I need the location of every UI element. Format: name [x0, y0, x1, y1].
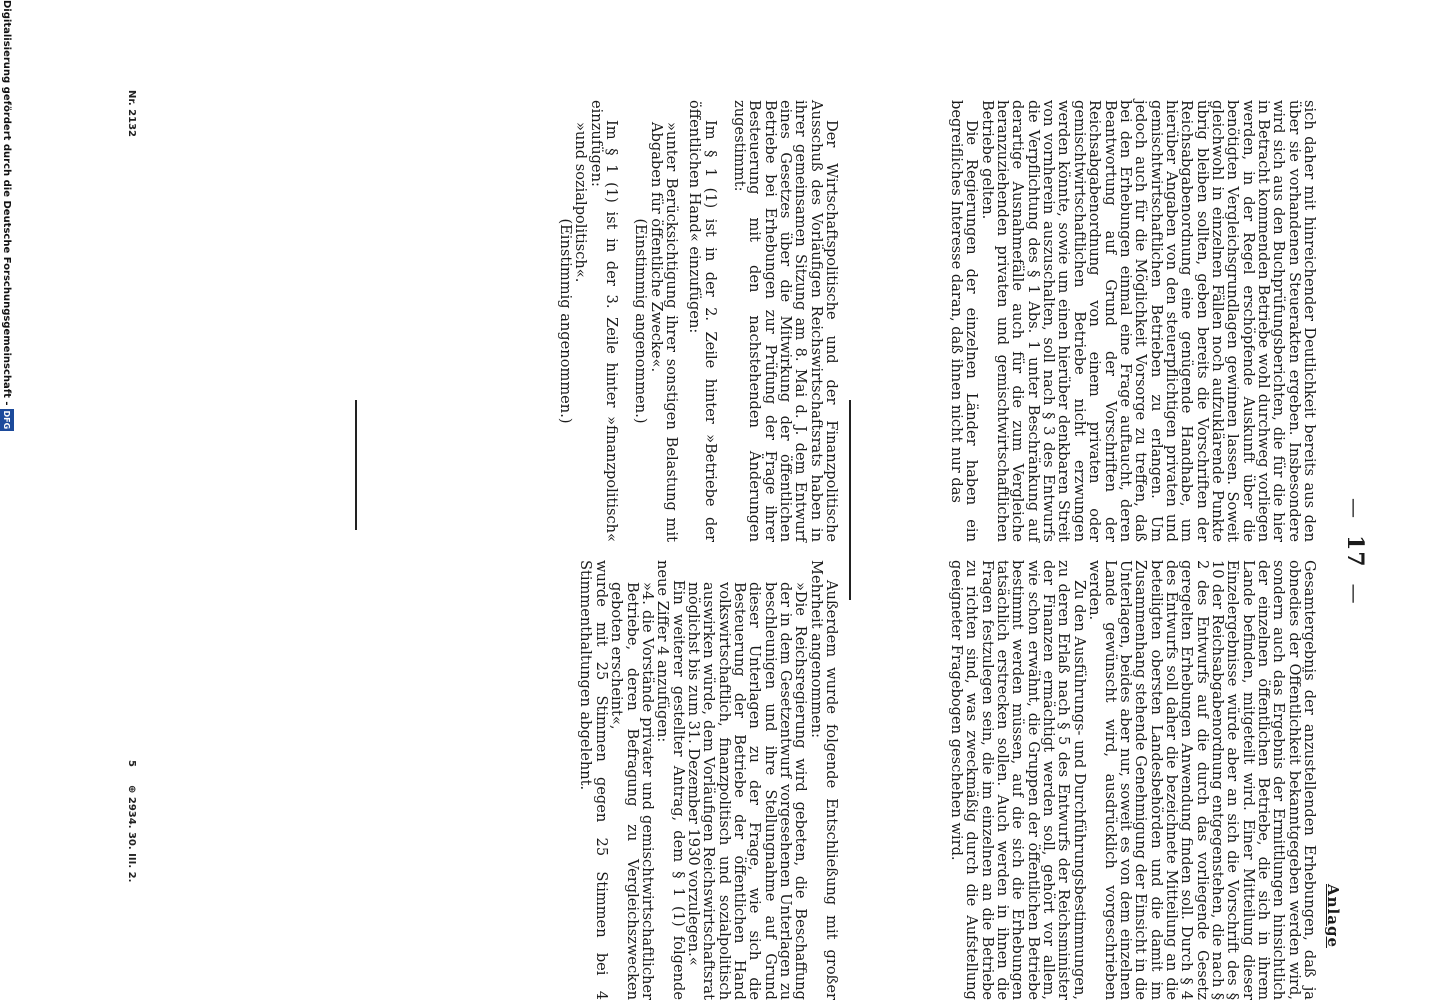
quoted-insertion: »4. die Vorstände privater und gemischtwirtschaftlicher Betriebe, deren Befragung zu Vergleichszwecken geboten erscheint«, — [608, 582, 656, 1000]
paragraph: wurde mit 25 Stimmen gegen 25 Stimmen bei 4 Stimmenthaltungen abgelehnt. — [577, 560, 610, 1000]
lower-right-column — [578, 560, 839, 1000]
paragraph: Die Regierungen der einzelnen Länder haben ein begreifliches Interesse daran, daß ihnen nicht nur das — [948, 100, 981, 542]
paragraph: Im § 1 (1) ist in der 2. Zeile hinter »Betriebe der öffentlichen Hand« einzufügen: — [686, 100, 719, 542]
sheet-number: 5 — [126, 760, 137, 767]
paragraph: Im § 1 (1) ist in der 3. Zeile hinter »finanzpolitisch« einzufügen: — [587, 100, 620, 542]
lower-left-column — [558, 100, 840, 542]
page-number: —17— — [1342, 498, 1368, 605]
anlage-heading: Anlage — [1324, 884, 1342, 948]
section-divider — [849, 400, 851, 600]
page-header — [1324, 0, 1368, 1000]
paragraph: Zu den Ausführungs- und Durchführungsbestimmungen, zu deren Erlaß nach § 5 des Entwurfs der Reichsminister der Finanzen ermächtigt werden soll, gehört vor allem, wie schon erwähnt, die Gruppen der öffentlichen Betriebe bestimmt werden müssen, auf die sich die Erhebungen tatsächlich erstrecken sollen. Auch werden in ihnen die Fragen festzulegen sein, die im einzelnen an die Betriebe zu richten sind, was zweckmäßig durch die Aufstellung geeigneter Fragebogen geschehen wird. — [948, 560, 1088, 1000]
paragraph: sich daher mit hinreichender Deutlichkeit bereits aus den über sie vorhandenen Steuerakten ergeben. Insbesondere wird sich aus den Buchprüfungsberichten, die für die hier in Betracht kommenden Betriebe wohl durchweg vorliegen werden, in der Regel erschöpfende Auskunft über die benötigten Vergleichsgrundlagen gewinnen lassen. Soweit gleichwohl in einzelnen Fällen noch aufzuklärende Punkte übrig bleiben sollten, geben bereits die Vorschriften der Reichsabgabenordnung eine genügende Handhabe, um hierüber Angaben von den steuerpflichtigen privaten und gemischtwirtschaftlichen Betrieben zu erlangen. Um jedoch auch für die Möglichkeit Vorsorge zu treffen, daß bei den Erhebungen einmal eine Frage auftaucht, deren Beantwortung auf Grund der Vorschriften der Reichsabgabenordnung von einem privaten oder gemischtwirtschaftlichen Betriebe nicht erzwungen werden könnte, sowie um einen hierüber denkbaren Streit von vornherein auszuschalten, soll nach § 3 des Entwurfs die Verpflichtung des § 1 Abs. 1 unter Beschränkung auf derartige Ausnahmefälle auch für die zum Vergleiche heranzuziehenden privaten und gemischtwirtschaftlichen Betriebe gelten. — [978, 100, 1318, 542]
funding-note: Digitalisierung gefördert durch die Deutsche Forschungsgemeinschaft -DFG — [0, 0, 14, 431]
paragraph: Der Wirtschaftspolitische und der Finanzpolitische Ausschuß des Vorläufigen Reichswirtschaftsrats haben in ihrer gemeinsamen Sitzung am 8. Mai d. J. dem Entwurf eines Gesetzes über die Mitwirkung der öffentlichen Betriebe bei Erhebungen zur Prüfung der Frage ihrer Besteuerung mit den nachstehenden Änderungen zugestimmt: — [730, 100, 840, 542]
paragraph: Außerdem wurde folgende Entschließung mit großer Mehrheit angenommen: — [807, 560, 840, 1000]
vote-result: (Einstimmig angenommen.) — [556, 218, 574, 424]
quoted-insertion: »und sozialpolitisch«. — [572, 122, 590, 283]
paragraph: Gesamtergebnis der anzustellenden Erhebungen, daß ja obnedies der Öffentlichkeit bekanntgegeben werden wird, sondern auch das Ergebnis der Ermittlungen hinsichtlich der einzelnen öffentlichen Betriebe, die sich in ihrem Lande befinden, mitgeteilt wird. Einer Mitteilung dieser Einzelergebnisse würde aber an sich die Vorschrift des § 10 der Reichsabgabenordnung entgegenstehen, die nach § 2 des Entwurfs auf die durch das vorliegende Gesetz geregelten Erhebungen Anwendung finden soll. Durch § 4 des Entwurfs soll daher die bezeichnete Mitteilung an die beteiligten obersten Landesbehörden und die damit im Zusammenhang stehende Genehmigung der Einsicht in die Unterlagen, beides aber nur, soweit es von dem einzelnen Lande gewünscht wird, ausdrücklich vorgeschrieben werden. — [1086, 560, 1318, 1000]
document-number: Nr. 2132 — [126, 90, 137, 137]
dfg-logo: DFG — [0, 409, 14, 432]
resolution-text: »Die Reichsregierung wird gebeten, die Beschaffung der in dem Gesetzentwurf vorgesehenen Unterlagen zu beschleunigen und ihre Stellungnahme auf Grund dieser Unterlagen zu der Frage, wie sich die Besteuerung der Betriebe der öffentlichen Hand volkswirtschaftlich, finanzpolitisch und sozialpolitisch auswirken würde, dem Vorläufigen Reichswirtschaftsrat möglichst bis zum 31. Dezember 1930 vorzulegen.« — [684, 582, 810, 1000]
upper-left-column — [949, 100, 1317, 542]
end-divider — [355, 400, 357, 530]
upper-right-column — [949, 560, 1317, 1000]
printer-mark: ⊕ 2934. 30. III. 2. — [126, 785, 137, 883]
vote-result: (Einstimmig angenommen.) — [632, 218, 650, 424]
paragraph: Ein weiterer gestellter Antrag, dem § 1 (1) folgende neue Ziffer 4 anzufügen: — [654, 560, 687, 1000]
quoted-insertion: »unter Berücksichtigung ihrer sonstigen Belastung mit Abgaben für öffentliche Zwecke«. — [647, 122, 680, 542]
